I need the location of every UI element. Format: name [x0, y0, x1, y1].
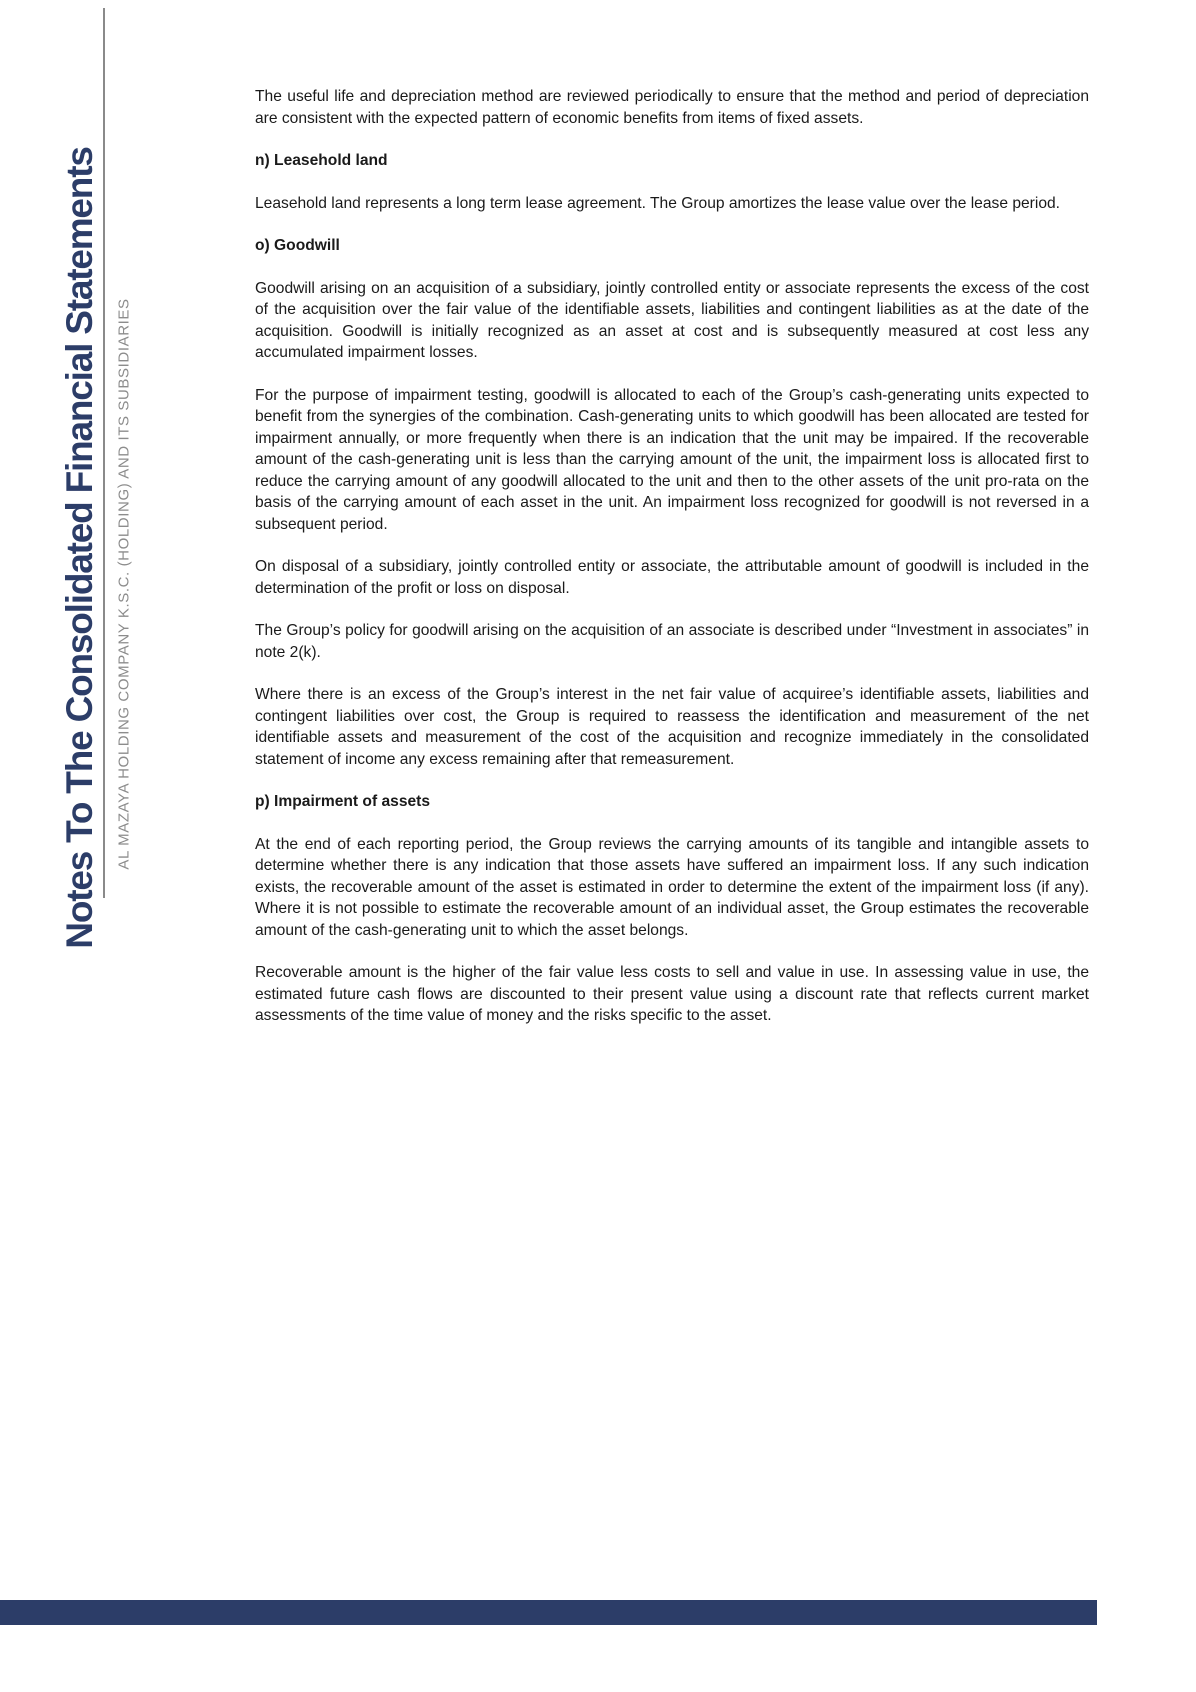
document-body: [255, 86, 1089, 1048]
goodwill-paragraph: For the purpose of impairment testing, goodwill is allocated to each of the Group’s cash-generating units expected to benefit from the synergies of the combination. Cash-generating units to which goodwill has been allocated are tested for impairment annually, or more frequently when there is an indication that the unit may be impaired. If the recoverable amount of the cash-generating unit is less than the carrying amount of the unit, the impairment loss is allocated first to reduce the carrying amount of any goodwill allocated to the unit and then to the other assets of the unit pro-rata on the basis of the carrying amount of each asset in the unit. An impairment loss recognized for goodwill is not reversed in a subsequent period.: [255, 386, 1089, 533]
sidebar-title: Notes To The Consolidated Financial Statements: [59, 147, 100, 949]
goodwill-paragraph: On disposal of a subsidiary, jointly controlled entity or associate, the attributable amount of goodwill is included in the determination of the profit or loss on disposal.: [255, 558, 1089, 597]
sidebar-subtitle: AL MAZAYA HOLDING COMPANY K.S.C. (HOLDING) AND ITS SUBSIDIARIES: [115, 298, 133, 870]
sidebar-divider: [103, 8, 105, 898]
goodwill-paragraph: The Group’s policy for goodwill arising on the acquisition of an associate is described under “Investment in associates” in note 2(k).: [255, 622, 1089, 661]
intro-paragraph: The useful life and depreciation method are reviewed periodically to ensure that the method and period of depreciation are consistent with the expected pattern of economic benefits from items of fixed assets.: [255, 88, 1089, 127]
leasehold-land-paragraph: Leasehold land represents a long term lease agreement. The Group amortizes the lease value over the lease period.: [255, 194, 1061, 212]
section-heading-leasehold-land: n) Leasehold land: [255, 152, 388, 169]
section-heading-impairment-of-assets: p) Impairment of assets: [255, 793, 431, 810]
impairment-paragraph: At the end of each reporting period, the Group reviews the carrying amounts of its tangible and intangible assets to determine whether there is any indication that those assets have suffered an impairment loss. If any such indication exists, the recoverable amount of the asset is estimated in order to determine the extent of the impairment loss (if any). Where it is not possible to estimate the recoverable amount of an individual asset, the Group estimates the recoverable amount of the cash-generating unit to which the asset belongs.: [255, 835, 1089, 939]
goodwill-paragraph: Goodwill arising on an acquisition of a subsidiary, jointly controlled entity or associate represents the excess of the cost of the acquisition over the fair value of the identifiable assets, liabilities and contingent liabilities as at the date of the acquisition. Goodwill is initially recognized as an asset at cost and is subsequently measured at cost less any accumulated impairment losses.: [255, 279, 1089, 361]
impairment-paragraph: Recoverable amount is the higher of the fair value less costs to sell and value in use. In assessing value in use, the estimated future cash flows are discounted to their present value using a discount rate that reflects current market assessments of the time value of money and the risks specific to the asset.: [255, 964, 1089, 1024]
footer-bar: [0, 1600, 1097, 1625]
goodwill-paragraph: Where there is an excess of the Group’s interest in the net fair value of acquiree’s identifiable assets, liabilities and contingent liabilities over cost, the Group is required to reassess the identification and measurement of the net identifiable assets and measurement of the cost of the acquisition and recognize immediately in the consolidated statement of income any excess remaining after that remeasurement.: [255, 686, 1089, 768]
section-heading-goodwill: o) Goodwill: [255, 237, 340, 254]
